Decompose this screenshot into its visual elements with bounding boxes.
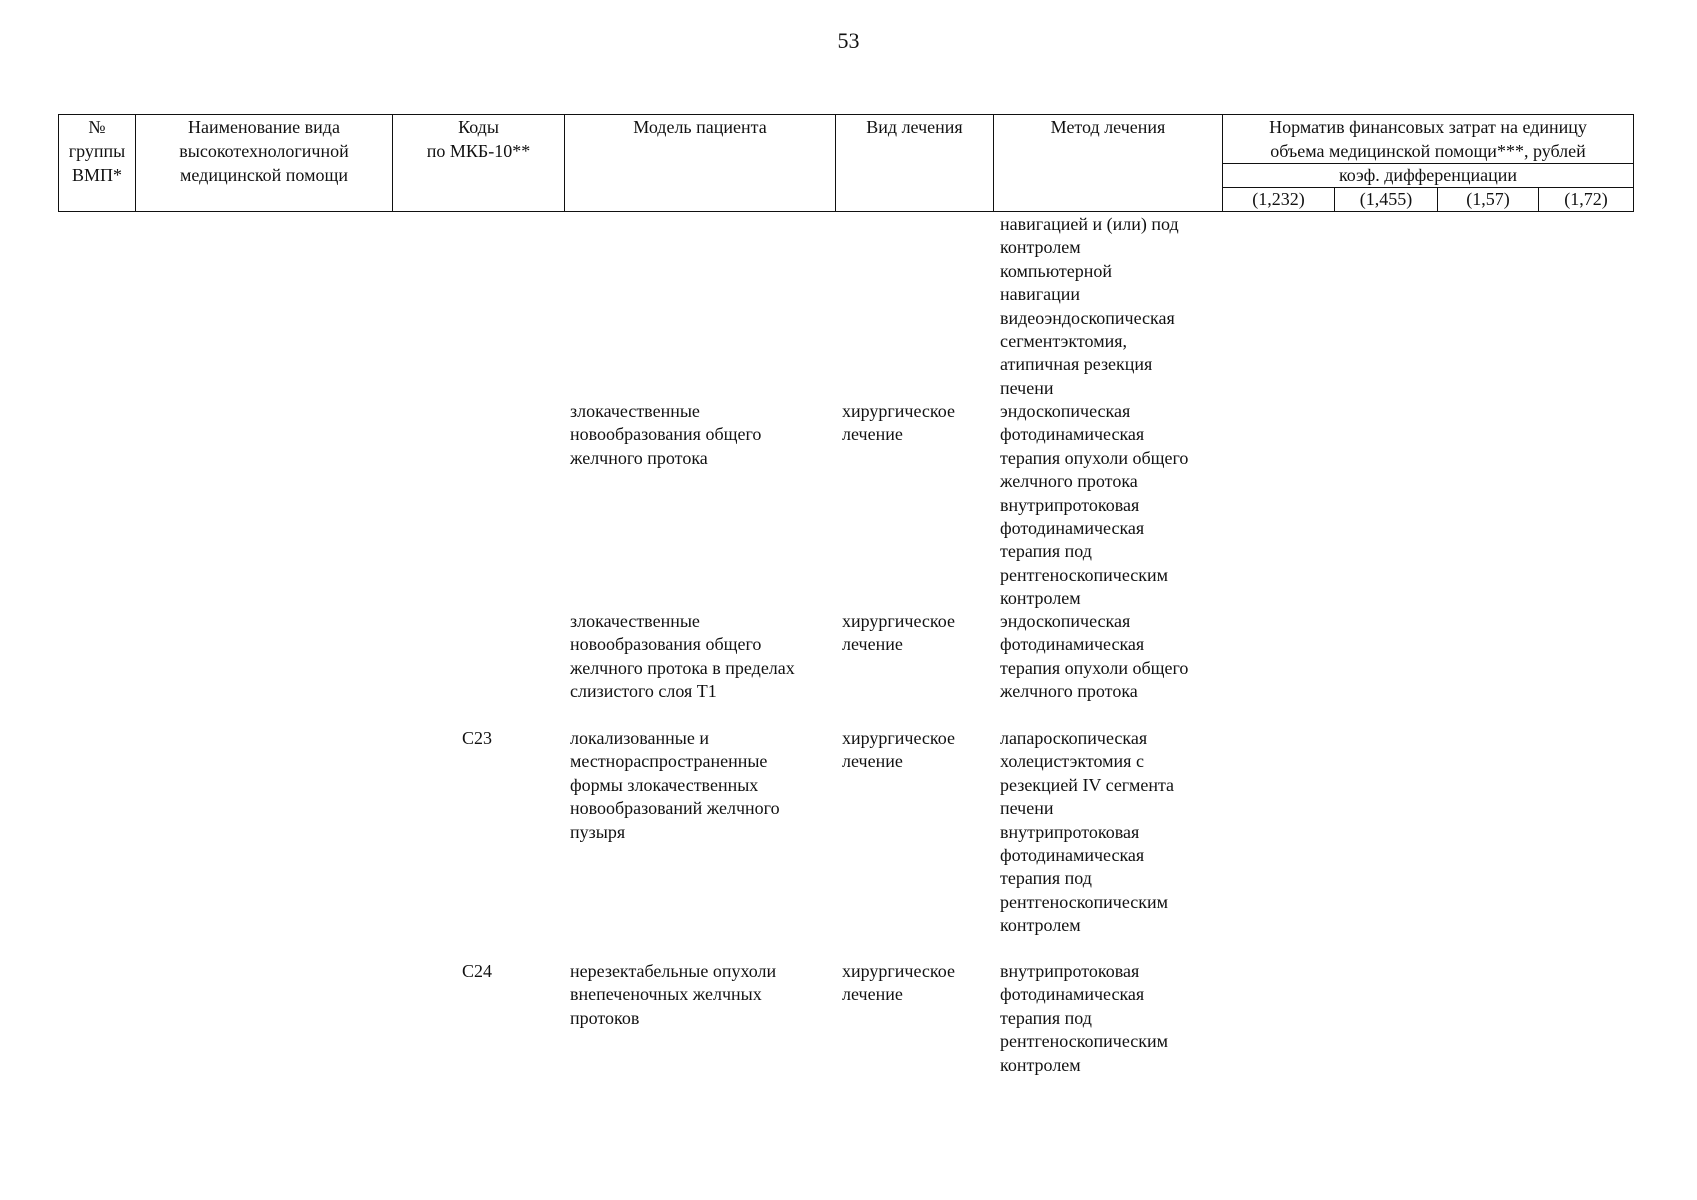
row-method: лапароскопическая холецистэктомия с резекцией IV сегмента печени внутрипротоковая фотодинамическая терапия под рентгеноскопическим контролем xyxy=(1000,728,1175,936)
coef-value: (1,72) xyxy=(1539,188,1634,212)
row-patient-model: нерезектабельные опухоли внепеченочных желчных протоков xyxy=(570,961,777,1028)
row-method: внутрипротоковая фотодинамическая терапия под рентгеноскопическим контролем xyxy=(1000,961,1169,1075)
row-patient-model: злокачественные новообразования общего желчного протока в пределах слизистого слоя T1 xyxy=(570,611,795,702)
row-patient-model: злокачественные новообразования общего желчного протока xyxy=(570,401,762,468)
coef-value: (1,455) xyxy=(1335,188,1438,212)
header-norm: Норматив финансовых затрат на единицу объема медицинской помощи***, рублей xyxy=(1223,115,1634,164)
header-coef: коэф. дифференциации xyxy=(1223,164,1634,188)
row-method: навигацией и (или) под контролем компьютерной навигации видеоэндоскопическая сегментэктомия, атипичная резекция печени xyxy=(1000,214,1179,398)
header-group-no: № группы ВМП* xyxy=(59,115,136,212)
coef-value: (1,232) xyxy=(1223,188,1335,212)
row-method: эндоскопическая фотодинамическая терапия опухоли общего желчного протока внутрипротоковая фотодинамическая терапия под рентгеноскопическим контролем xyxy=(1000,401,1189,609)
row-codes: C23 xyxy=(462,728,493,748)
header-patient-model: Модель пациента xyxy=(565,115,836,212)
row-treatment-type: хирургическое лечение xyxy=(842,728,955,772)
row-codes: C24 xyxy=(462,961,493,981)
page-number: 53 xyxy=(837,28,860,53)
row-method: эндоскопическая фотодинамическая терапия опухоли общего желчного протока xyxy=(1000,611,1189,702)
header-treatment-type: Вид лечения xyxy=(836,115,994,212)
coef-value: (1,57) xyxy=(1438,188,1539,212)
row-patient-model: локализованные и местнораспространенные формы злокачественных новообразований желчного пузыря xyxy=(570,728,780,842)
header-name: Наименование вида высокотехнологичной медицинской помощи xyxy=(136,115,393,212)
row-treatment-type: хирургическое лечение xyxy=(842,961,955,1005)
row-treatment-type: хирургическое лечение xyxy=(842,401,955,445)
row-treatment-type: хирургическое лечение xyxy=(842,611,955,655)
header-treatment-method: Метод лечения xyxy=(994,115,1223,212)
header-codes: Коды по МКБ-10** xyxy=(393,115,565,212)
